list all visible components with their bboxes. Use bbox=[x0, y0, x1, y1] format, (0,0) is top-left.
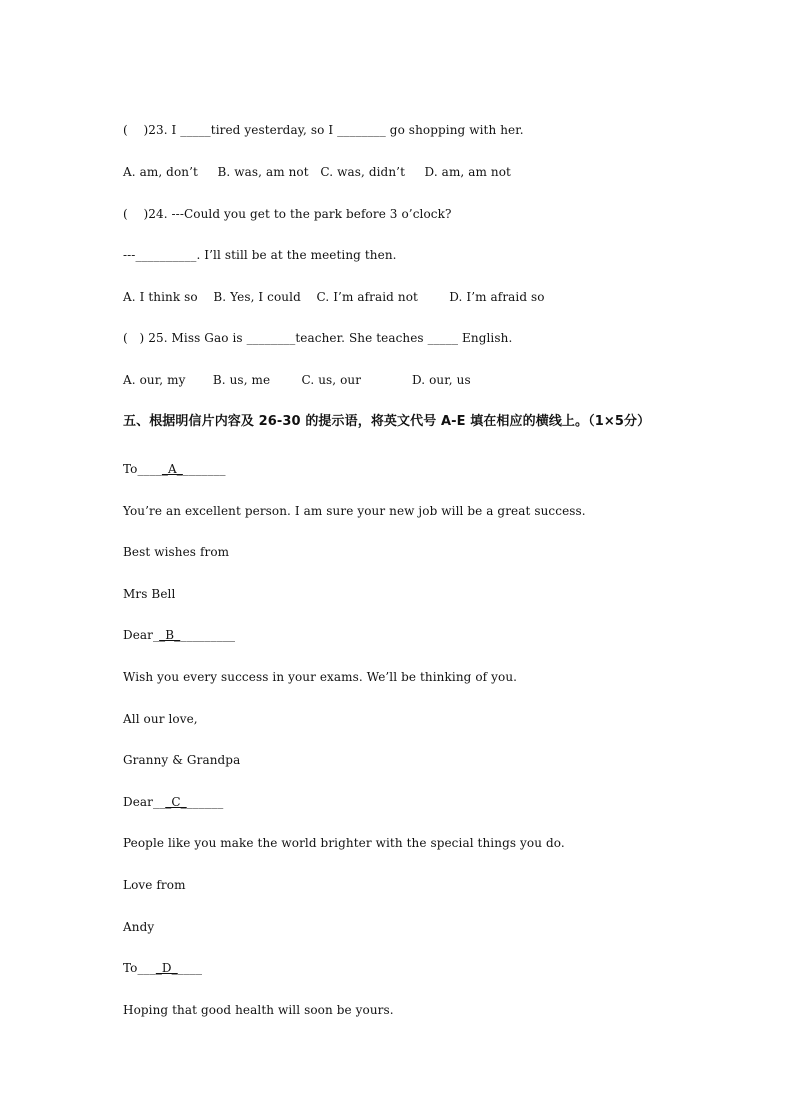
question-24-reply: ---__________. I’ll still be at the meeting then. bbox=[123, 248, 397, 262]
card-c-salutation-line bbox=[123, 795, 223, 809]
card-a-message: You’re an excellent person. I am sure your new job will be a great success. bbox=[123, 504, 586, 518]
card-d-salutation: To bbox=[123, 961, 138, 975]
card-a-salutation-line bbox=[123, 462, 226, 476]
question-24-options: A. I think so B. Yes, I could C. I’m afraid not D. I’m afraid so bbox=[123, 290, 545, 304]
card-a-closing: Best wishes from bbox=[123, 545, 230, 559]
card-d-blank-before: ___ bbox=[137, 961, 156, 975]
card-b-answer-letter: _B_ bbox=[159, 628, 181, 642]
card-c-blank-after: ______ bbox=[186, 795, 224, 809]
card-b-salutation-line bbox=[123, 628, 235, 642]
card-a-blank-after: _______ bbox=[182, 462, 226, 476]
question-25-options: A. our, my B. us, me C. us, our D. our, us bbox=[123, 373, 471, 387]
card-d-message: Hoping that good health will soon be yours. bbox=[123, 1003, 394, 1017]
card-d-answer-letter: _D_ bbox=[155, 961, 178, 975]
card-d-blank-after: ____ bbox=[177, 961, 203, 975]
card-b-signature: Granny & Grandpa bbox=[123, 753, 241, 767]
card-a-salutation: To bbox=[123, 462, 138, 476]
card-c-salutation: Dear bbox=[123, 795, 154, 809]
section-5-heading: 五、根据明信片内容及 26-30 的提示语，将英文代号 A-E 填在相应的横线上。（1×5分） bbox=[123, 414, 651, 429]
card-d-salutation-line bbox=[123, 961, 202, 975]
card-a-blank-before: ____ bbox=[137, 462, 162, 476]
card-c-message: People like you make the world brighter with the special things you do. bbox=[123, 836, 565, 850]
card-c-signature: Andy bbox=[123, 920, 155, 934]
card-c-blank-before: __ bbox=[153, 795, 166, 809]
question-25-stem: ( ) 25. Miss Gao is ________teacher. She teaches _____ English. bbox=[123, 331, 513, 345]
question-24-stem: ( )24. ---Could you get to the park before 3 o’clock? bbox=[123, 207, 452, 221]
card-b-closing: All our love, bbox=[123, 712, 198, 726]
question-23-options: A. am, don’t B. was, am not C. was, didn’t D. am, am not bbox=[123, 165, 511, 179]
card-a-answer-letter: _A_ bbox=[161, 462, 183, 476]
card-b-blank-after: _________ bbox=[180, 628, 236, 642]
card-c-answer-letter: _C_ bbox=[165, 795, 187, 809]
card-c-closing: Love from bbox=[123, 878, 186, 892]
card-b-blank-before: _ bbox=[153, 628, 160, 642]
card-b-message: Wish you every success in your exams. We’ll be thinking of you. bbox=[123, 670, 518, 684]
card-a-signature: Mrs Bell bbox=[123, 587, 176, 601]
card-b-salutation: Dear bbox=[123, 628, 154, 642]
question-23-stem: ( )23. I _____tired yesterday, so I ________ go shopping with her. bbox=[123, 123, 524, 137]
